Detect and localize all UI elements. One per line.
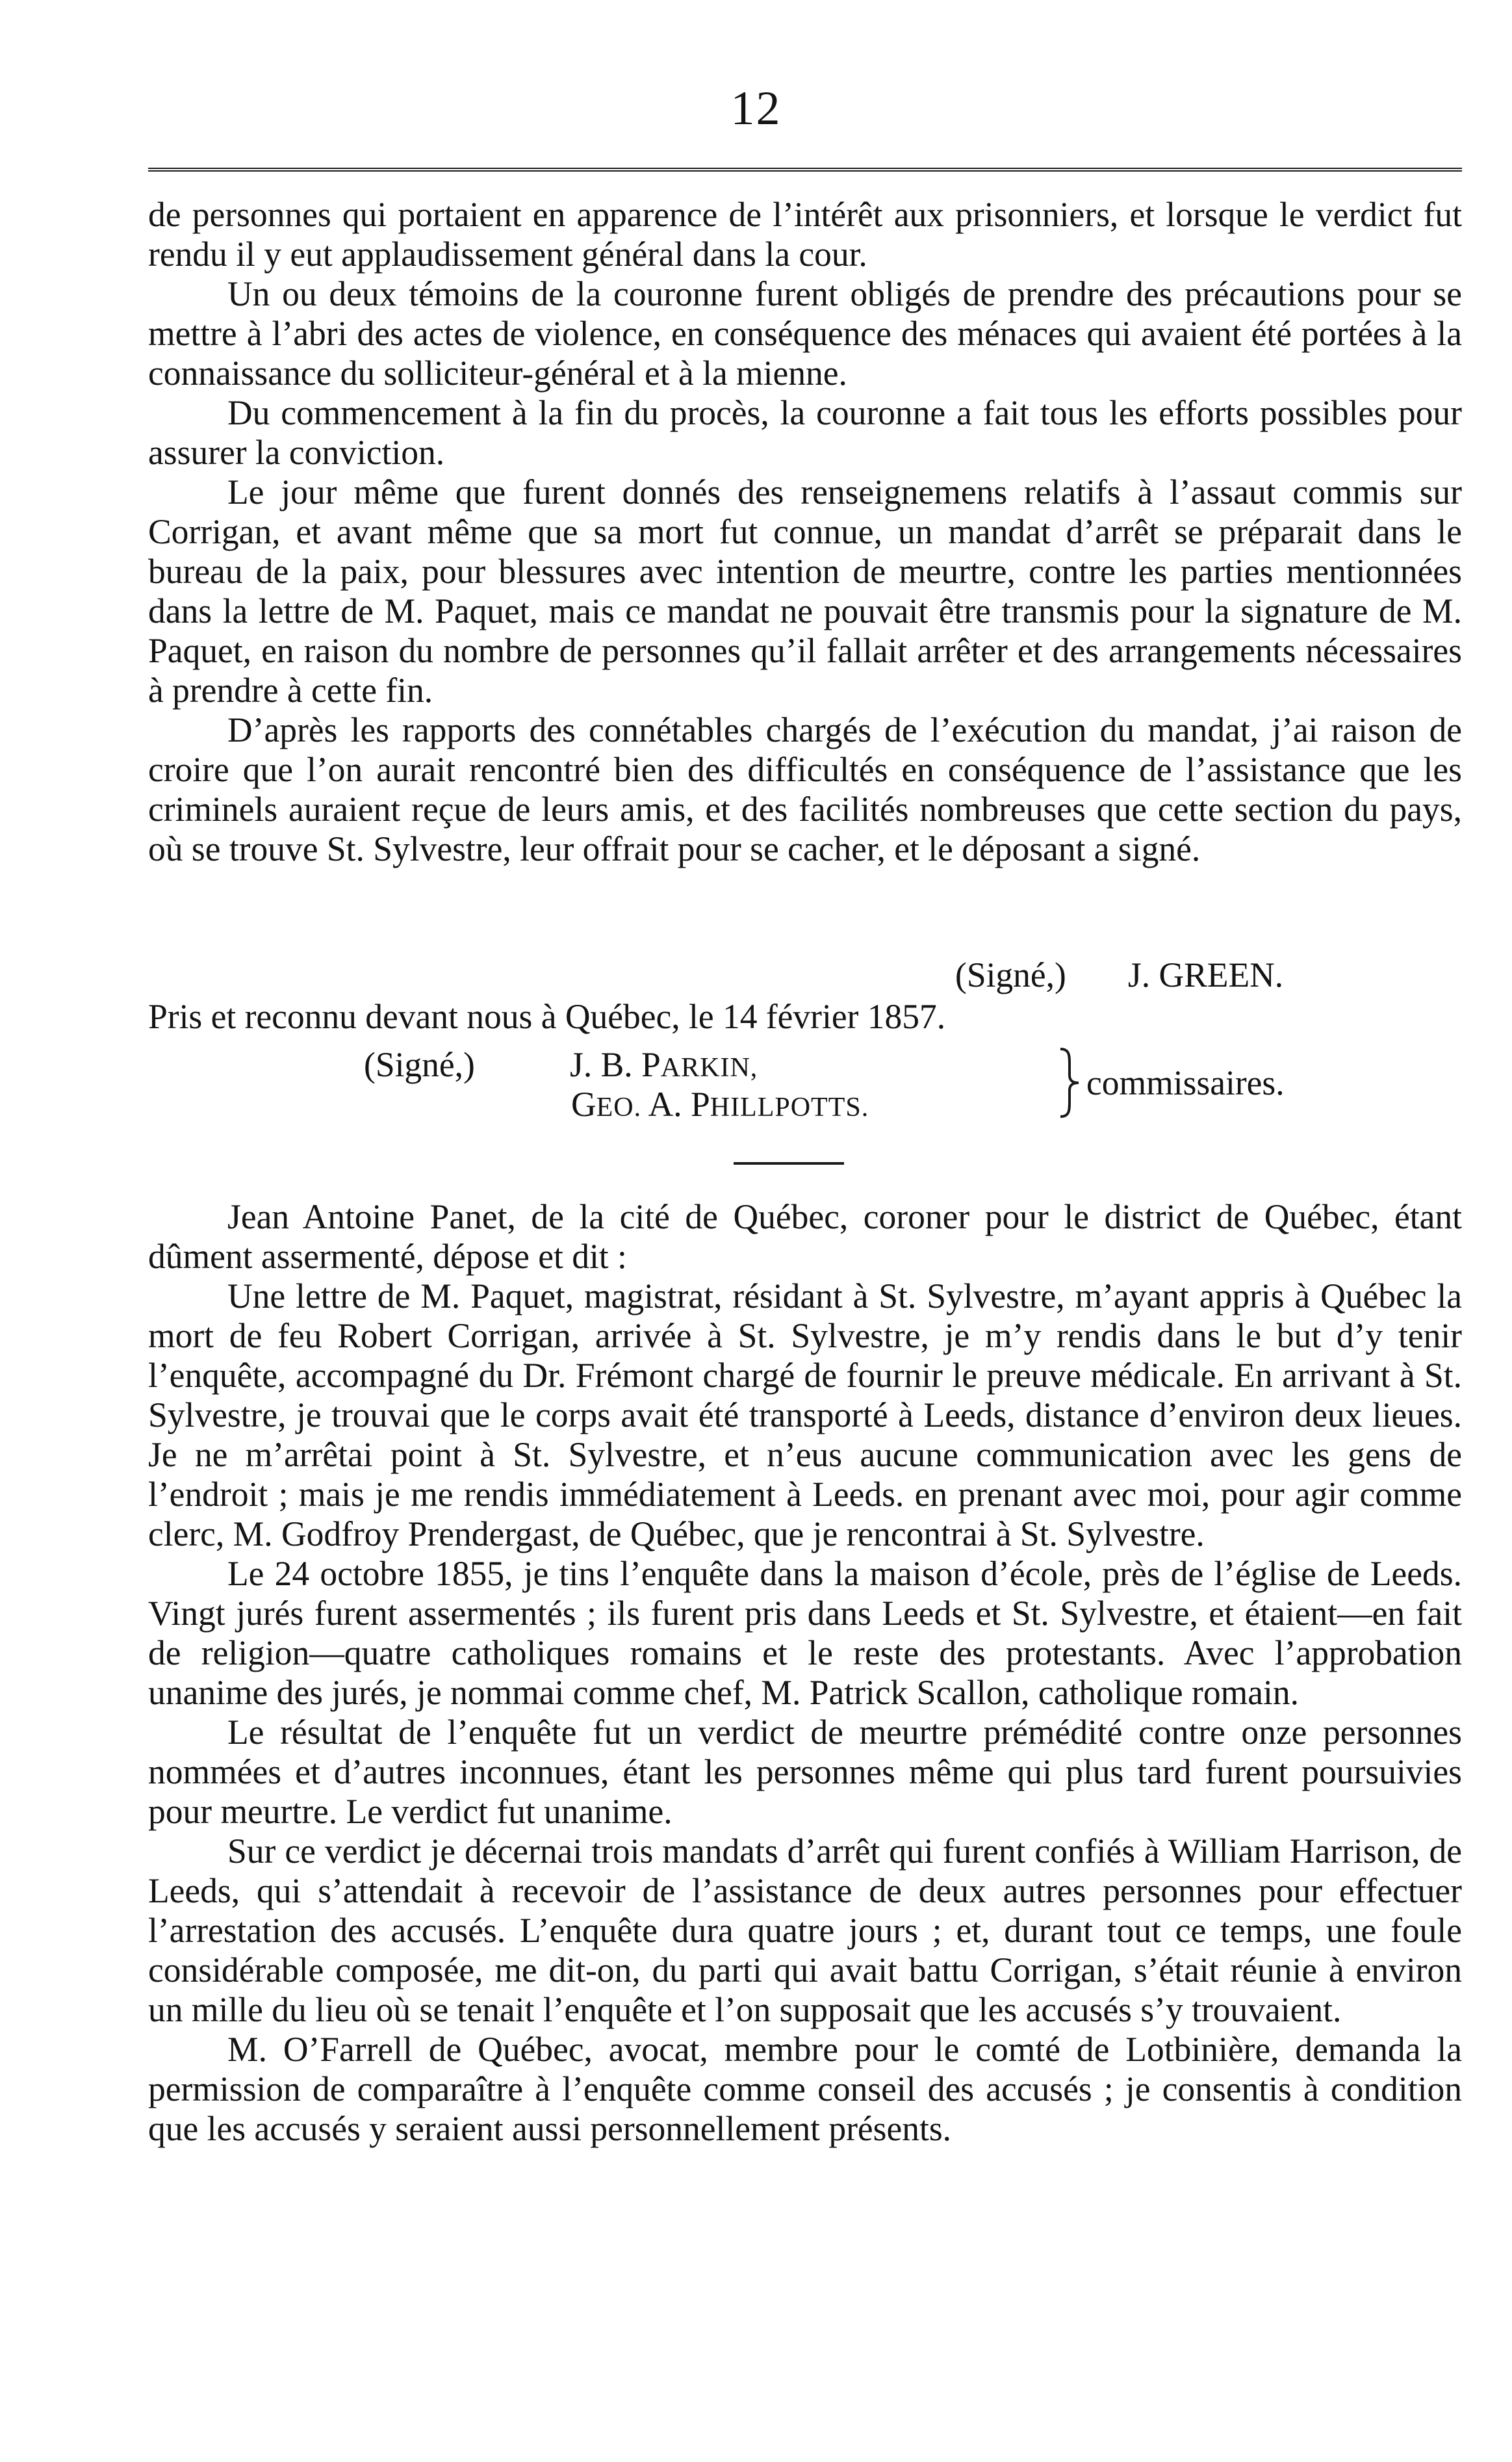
paragraph: de personnes qui portaient en apparence de l’intérêt aux prisonniers, et lorsque le verdict fut rendu il y eut applaudissement général dans la cour. (148, 195, 1462, 274)
paragraph: Le 24 octobre 1855, je tins l’enquête dans la maison d’école, près de l’église de Leeds. Vingt jurés furent assermentés ; ils furent pris dans Leeds et St. Sylvestre, et étaient—en fait de religion—quatre catholiques romains et le reste des protestants. Avec l’approbation unanime des jurés, je nommai comme chef, M. Patrick Scallon, catholique romain. (148, 1554, 1462, 1712)
signature-line (955, 955, 1283, 995)
paragraph: Du commencement à la fin du procès, la couronne a fait tous les efforts possibles pour assurer la conviction. (148, 393, 1462, 472)
curly-brace-icon (1057, 1046, 1083, 1119)
paragraph: Le jour même que furent donnés des renseignemens relatifs à l’assaut commis sur Corrigan, et avant même que sa mort fut connue, un mandat d’arrêt se préparait dans le bureau de la paix, pour blessures avec intention de meurtre, contre les parties mentionnées dans la lettre de M. Paquet, mais ce mandat ne pouvait être transmis pour la signature de M. Paquet, en raison du nombre de personnes qu’il fallait arrêter et des arrangements nécessaires à prendre à cette fin. (148, 473, 1462, 710)
header-double-rule (148, 168, 1462, 172)
deposition-text-2 (148, 1197, 1462, 2149)
signatory-name: J. GREEN. (1127, 955, 1284, 994)
paragraph: Jean Antoine Panet, de la cité de Québec, coroner pour le district de Québec, étant dûment assermenté, dépose et dit : (148, 1197, 1462, 1276)
page-number: 12 (730, 82, 782, 135)
paragraph: Sur ce verdict je décernai trois mandats d’arrêt qui furent confiés à William Harrison, de Leeds, qui s’attendait à recevoir de l’assistance de deux autres personnes pour effectuer l’arrestation des accusés. L’enquête dura quatre jours ; et, durant tout ce temps, une foule considérable composée, me dit-on, du parti qui avait battu Corrigan, s’était réunie à environ un mille du lieu où se tenait l’enquête et l’on supposait que les accusés s’y trouvaient. (148, 1832, 1462, 2029)
section-divider (734, 1162, 844, 1165)
commissioner-name: GEO. A. PHILLPOTTS. (571, 1085, 869, 1124)
commissioners-signed-label: (Signé,) (364, 1045, 475, 1084)
sworn-statement: Pris et reconnu devant nous à Québec, le 14 février 1857. (148, 997, 946, 1036)
deposition-text-1 (148, 195, 1462, 869)
commissioners-role: commissaires. (1086, 1063, 1285, 1102)
paragraph: Une lettre de M. Paquet, magistrat, résidant à St. Sylvestre, m’ayant appris à Québec la mort de feu Robert Corrigan, arrivée à St. Sylvestre, je m’y rendis dans le but d’y tenir l’enquête, accompagné du Dr. Frémont chargé de fournir le preuve médicale. En arrivant à St. Sylvestre, je trouvai que le corps avait été transporté à Leeds, distance d’environ deux lieues. Je ne m’arrêtai point à St. Sylvestre, et n’eus aucune communication avec les gens de l’endroit ; mais je me rendis immédiatement à Leeds. en prenant avec moi, pour agir comme clerc, M. Godfroy Prendergast, de Québec, que je rencontrai à St. Sylvestre. (148, 1276, 1462, 1553)
paragraph: M. O’Farrell de Québec, avocat, membre pour le comté de Lotbinière, demanda la permission de comparaître à l’enquête comme conseil des accusés ; je consentis à condition que les accusés y seraient aussi personnellement présents. (148, 2030, 1462, 2148)
signed-label: (Signé,) (955, 955, 1066, 994)
paragraph: Le résultat de l’enquête fut un verdict de meurtre prémédité contre onze personnes nommées et d’autres inconnues, étant les personnes même qui plus tard furent poursuivies pour meurtre. Le verdict fut unanime. (148, 1713, 1462, 1831)
commissioner-name: J. B. PARKIN, (570, 1045, 758, 1084)
commissioner-names (570, 1046, 869, 1126)
paragraph: D’après les rapports des connétables chargés de l’exécution du mandat, j’ai raison de croire que l’on aurait rencontré bien des difficultés en conséquence de l’assistance que les criminels auraient reçue de leurs amis, et des facilités nombreuses que cette section du pays, où se trouve St. Sylvestre, leur offrait pour se cacher, et le déposant a signé. (148, 710, 1462, 868)
paragraph: Un ou deux témoins de la couronne furent obligés de prendre des précautions pour se mettre à l’abri des actes de violence, en conséquence des ménaces qui avaient été portées à la connaissance du solliciteur-général et à la mienne. (148, 274, 1462, 393)
